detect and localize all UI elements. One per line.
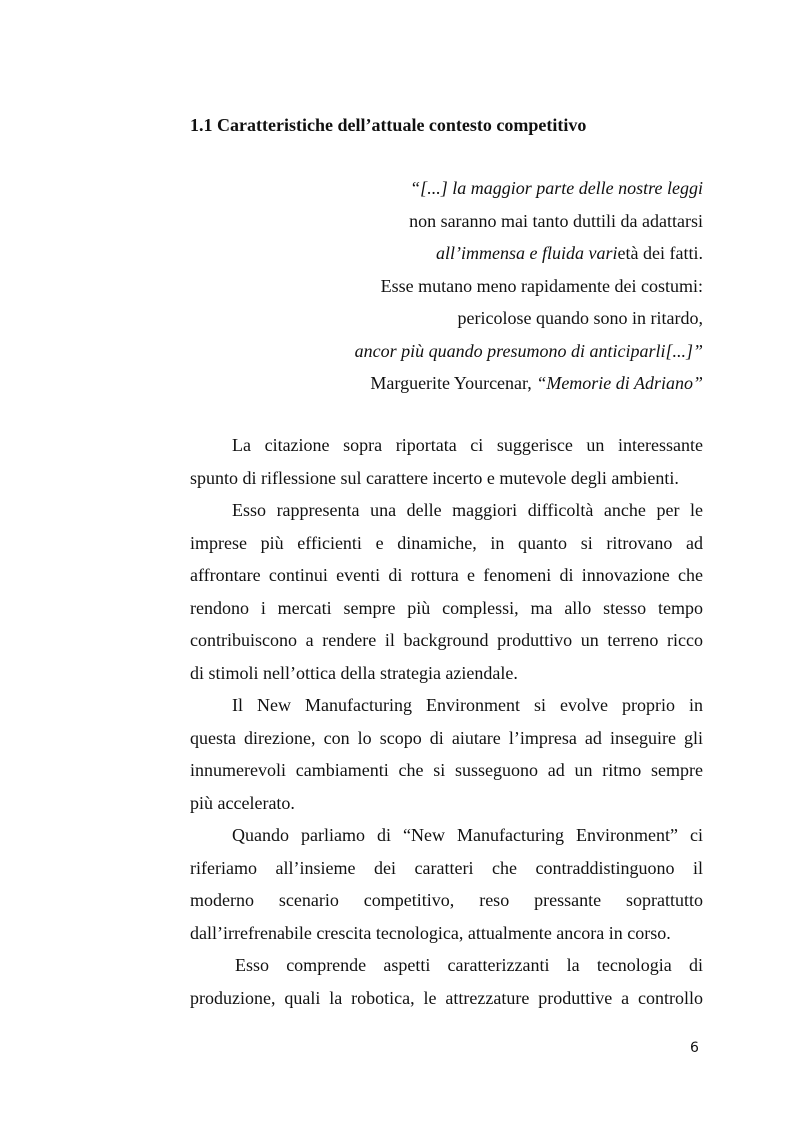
epigraph-line (183, 178, 703, 211)
epigraph-segment: “[...] la maggior parte delle nostre leggi (410, 178, 703, 198)
epigraph-segment: Esse mutano meno rapidamente dei costumi: (380, 275, 703, 296)
epigraph-segment: non saranno mai tanto duttili da adattarsi (409, 210, 703, 231)
body-line: innumerevoli cambiamenti che si susseguono ad un ritmo sempre (190, 760, 703, 780)
epigraph-segment: età dei fatti. (617, 243, 703, 263)
body-line: Quando parliamo di “New Manufacturing Environment” ci (232, 825, 703, 845)
epigraph-line (183, 243, 703, 276)
epigraph-segment: all’immensa e fluida vari (436, 243, 618, 263)
body-line: imprese più efficienti e dinamiche, in quanto si ritrovano ad (190, 532, 703, 553)
body-line: Il New Manufacturing Environment si evolve proprio in (232, 695, 703, 715)
body-text (190, 433, 703, 1018)
epigraph-line (183, 341, 703, 374)
epigraph-line (183, 373, 703, 406)
epigraph-line (183, 308, 703, 341)
epigraph-segment: ancor più quando presumono di anticiparli[...]” (354, 340, 703, 361)
body-line: Esso rappresenta una delle maggiori difficoltà anche per le (232, 500, 703, 520)
epigraph-quote (183, 178, 703, 406)
body-line: Esso comprende aspetti caratterizzanti la tecnologia di (235, 955, 703, 975)
body-line: riferiamo all’insieme dei caratteri che contraddistinguono il (190, 857, 703, 878)
body-line: rendono i mercati sempre più complessi, ma allo stesso tempo (190, 597, 703, 618)
body-line: questa direzione, con lo scopo di aiutare l’impresa ad inseguire gli (190, 727, 703, 748)
body-line: moderno scenario competitivo, reso pressante soprattutto (190, 890, 703, 910)
body-line: spunto di riflessione sul carattere incerto e mutevole degli ambienti. (190, 467, 679, 488)
body-line: più accelerato. (190, 792, 295, 813)
body-line: dall’irrefrenabile crescita tecnologica, attualmente ancora in corso. (190, 922, 671, 943)
section-heading: 1.1 Caratteristiche dell’attuale contesto competitivo (190, 115, 587, 135)
epigraph-segment: Marguerite Yourcenar, (370, 373, 537, 393)
body-line: affrontare continui eventi di rottura e fenomeni di innovazione che (190, 565, 703, 585)
epigraph-segment: “Memorie di Adriano” (536, 373, 703, 393)
body-line: di stimoli nell’ottica della strategia aziendale. (190, 662, 518, 683)
epigraph-segment: pericolose quando sono in ritardo, (457, 308, 703, 328)
epigraph-line (183, 276, 703, 309)
body-line: La citazione sopra riportata ci suggerisce un interessante (232, 435, 703, 455)
body-line: contribuiscono a rendere il background produttivo un terreno ricco (190, 630, 703, 650)
body-line: produzione, quali la robotica, le attrezzature produttive a controllo (190, 987, 703, 1008)
page-number: 6 (690, 1040, 699, 1056)
epigraph-line (183, 211, 703, 244)
